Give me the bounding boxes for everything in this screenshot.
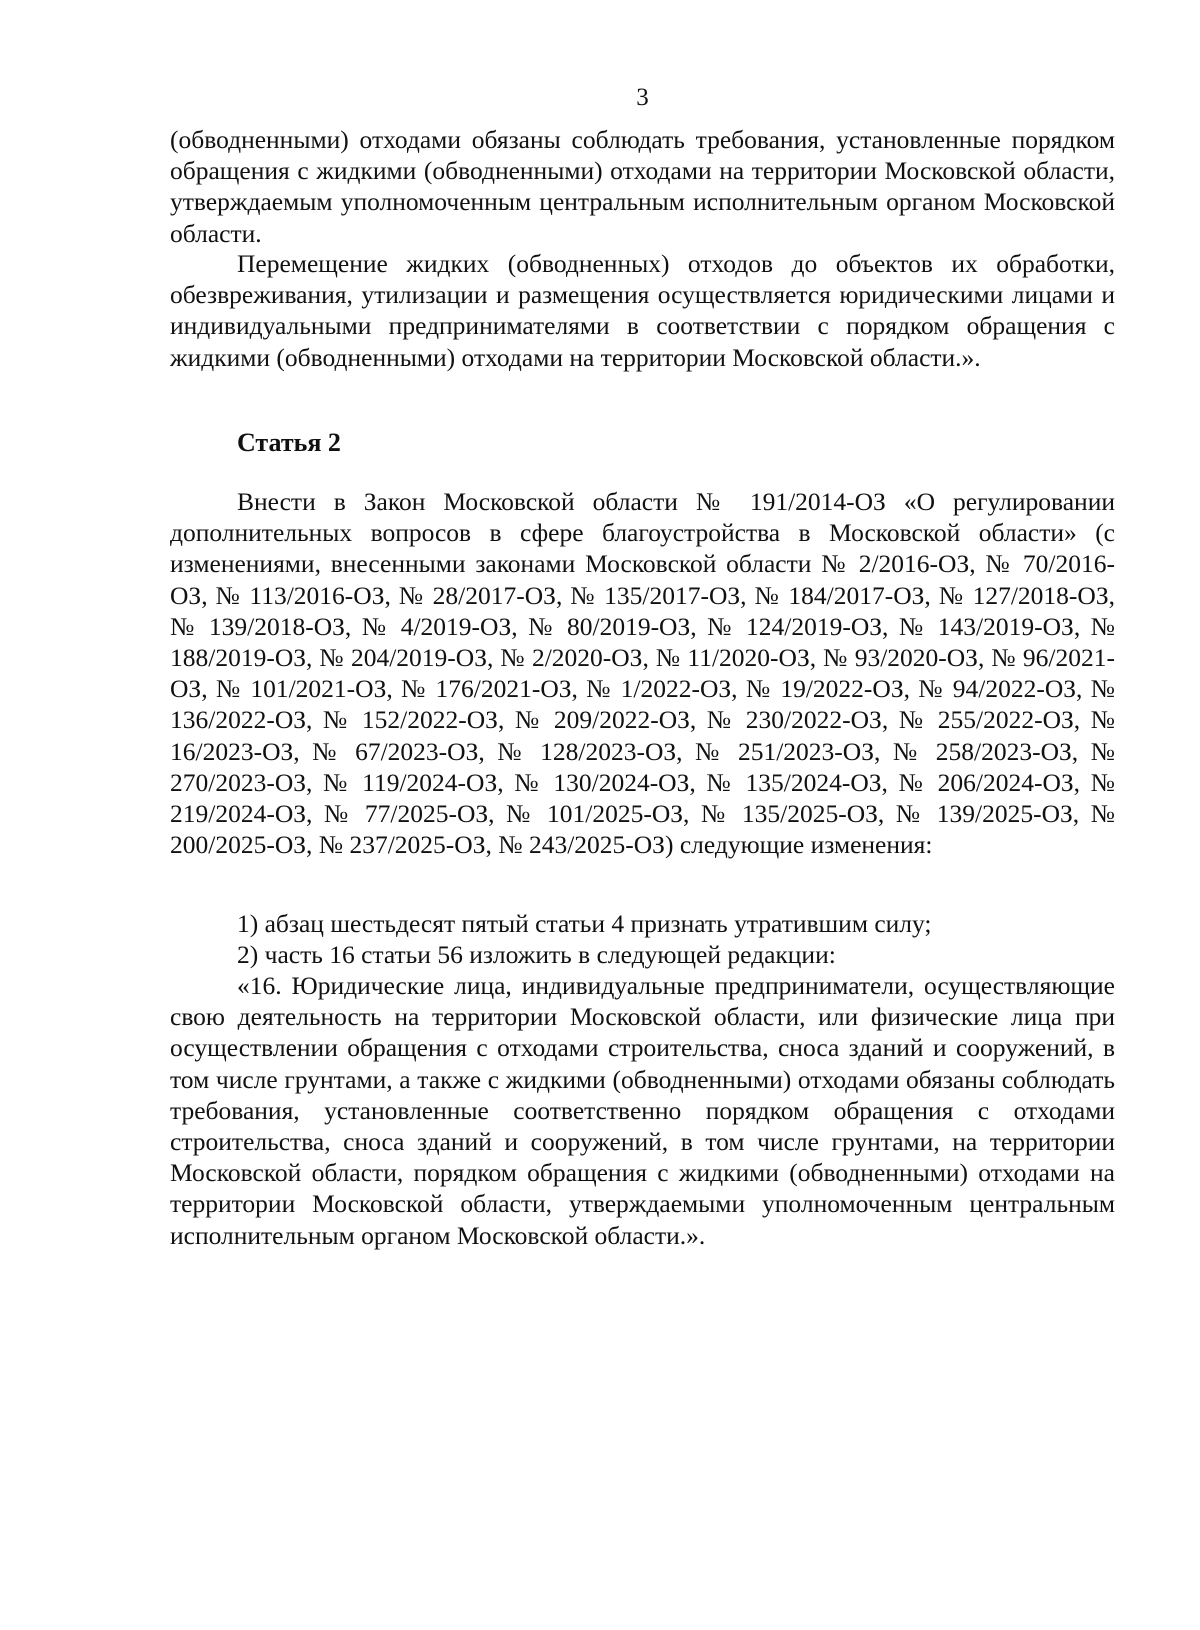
paragraph-continuation: (обводненными) отходами обязаны соблюдать требования, установленные порядком обращения с жидкими (обводненными) отходами на территории Московской области, утверждаемым уполномоченным центральным исполнительным органом Московской области. xyxy=(170,125,1115,248)
article-heading: Статья 2 xyxy=(237,428,341,457)
paragraph-transport: Перемещение жидких (обводненных) отходов до объектов их обработки, обезвреживания, утилизации и размещения осуществляется юридическими лицами и индивидуальными предпринимателями в соответствии с порядком обращения с жидкими (обводненными) отходами на территории Московской области.». xyxy=(170,249,1115,372)
page-number: 3 xyxy=(636,84,649,111)
paragraph-amendments: Внести в Закон Московской области № 191/2014-ОЗ «О регулировании дополнительных вопросов в сфере благоустройства в Московской области» (с изменениями, внесенными законами Московской области № 2/2016-ОЗ, № 70/2016-ОЗ, № 113/2016-ОЗ, № 28/2017-ОЗ, № 135/2017-ОЗ, № 184/2017-ОЗ, № 127/2018-ОЗ, № 139/2018-ОЗ, № 4/2019-ОЗ, № 80/2019-ОЗ, № 124/2019-ОЗ, № 143/2019-ОЗ, № 188/2019-ОЗ, № 204/2019-ОЗ, № 2/2020-ОЗ, № 11/2020-ОЗ, № 93/2020-ОЗ, № 96/2021-ОЗ, № 101/2021-ОЗ, № 176/2021-ОЗ, № 1/2022-ОЗ, № 19/2022-ОЗ, № 94/2022-ОЗ, № 136/2022-ОЗ, № 152/2022-ОЗ, № 209/2022-ОЗ, № 230/2022-ОЗ, № 255/2022-ОЗ, № 16/2023-ОЗ, № 67/2023-ОЗ, № 128/2023-ОЗ, № 251/2023-ОЗ, № 258/2023-ОЗ, № 270/2023-ОЗ, № 119/2024-ОЗ, № 130/2024-ОЗ, № 135/2024-ОЗ, № 206/2024-ОЗ, № 219/2024-ОЗ, № 77/2025-ОЗ, № 101/2025-ОЗ, № 135/2025-ОЗ, № 139/2025-ОЗ, № 200/2025-ОЗ, № 237/2025-ОЗ, № 243/2025-ОЗ) следующие изменения: xyxy=(170,487,1115,860)
paragraph-new-wording: «16. Юридические лица, индивидуальные предприниматели, осуществляющие свою деятельность на территории Московской области, или физические лица при осуществлении обращения с отходами строительства, сноса зданий и сооружений, в том числе грунтами, а также с жидкими (обводненными) отходами обязаны соблюдать требования, установленные соответственно порядком обращения с отходами строительства, сноса зданий и сооружений, в том числе грунтами, на территории Московской области, порядком обращения с жидкими (обводненными) отходами на территории Московской области, утверждаемыми уполномоченным центральным исполнительным органом Московской области.». xyxy=(170,971,1115,1250)
list-item-2: 2) часть 16 статьи 56 изложить в следующей редакции: xyxy=(237,940,836,969)
list-item-1: 1) абзац шестьдесят пятый статьи 4 признать утратившим силу; xyxy=(237,909,932,938)
